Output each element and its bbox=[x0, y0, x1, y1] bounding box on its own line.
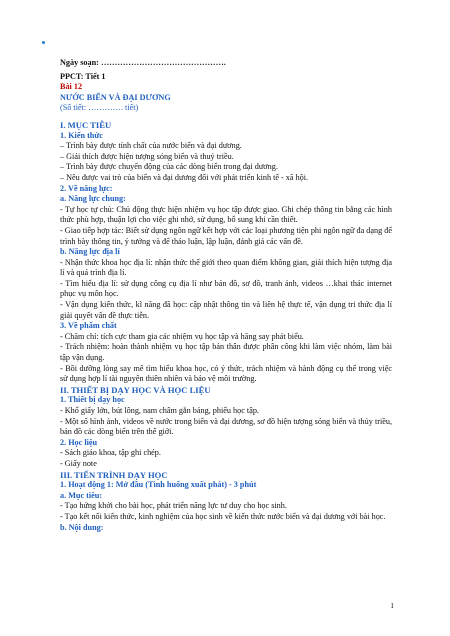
aim-item: - Tạo hứng khởi cho bài học, phát triển năng lực tư duy cho học sinh. bbox=[60, 501, 287, 511]
aim-item: - Tạo kết nối kiến thức, kinh nghiệm của học sinh về kiến thức nước biển và đại dương với bài học. bbox=[60, 511, 386, 521]
bullet-dot bbox=[42, 41, 45, 44]
geo-skill-item: - Vận dụng kiến thức, kĩ năng đã học: cập nhật thông tin và liên hệ thực tế, vận dụng tri thức địa lí giải quyết vấn đề thực tiễn. bbox=[60, 300, 392, 320]
document-content bbox=[60, 58, 392, 533]
equipment-item: - Một số hình ảnh, videos về nước trong biển và đại dương, sơ đồ hiện tượng sóng biển và thủy triều, bản đồ các dòng biển trên thế giới. bbox=[60, 416, 392, 437]
skills-heading: 2. Về năng lực: bbox=[60, 183, 113, 193]
quality-item: - Chăm chỉ: tích cực tham gia các nhiệm vụ học tập và hăng say phát biểu. bbox=[60, 331, 304, 341]
section-2-heading: II. THIẾT BỊ DẠY HỌC VÀ HỌC LIỆU bbox=[60, 384, 211, 395]
lesson-title: NƯỚC BIỂN VÀ ĐẠI DƯƠNG bbox=[60, 92, 171, 102]
knowledge-item: – Nêu được vai trò của biển và đại dương đối với phát triển kinh tế - xã hội. bbox=[60, 172, 309, 182]
lesson-number: Bài 12 bbox=[60, 82, 83, 92]
knowledge-heading: 1. Kiến thức bbox=[60, 130, 103, 140]
date-line: Ngày soạn: ………………………………………. bbox=[60, 58, 226, 67]
geo-skill-item: - Tìm hiểu địa lí: sử dụng công cụ địa lí như bản đồ, sơ đồ, tranh ảnh, videos …khai thác internet phục vụ môn học. bbox=[60, 278, 392, 299]
geo-skills-heading: b. Năng lực địa lí bbox=[60, 247, 120, 257]
material-item: - Giấy note bbox=[60, 458, 97, 468]
general-skills-heading: a. Năng lực chung: bbox=[60, 194, 126, 204]
ppct-line: PPCT: Tiết 1 bbox=[60, 71, 106, 81]
materials-heading: 2. Học liệu bbox=[60, 437, 98, 447]
general-skill-item: - Giao tiếp hợp tác: Biết sử dụng ngôn ngữ kết hợp với các loại phương tiện phi ngôn ngữ đa dạng để trình bày thông tin, ý tưởng và để thảo luận, lập luận, đánh giá các vấn đề. bbox=[60, 225, 392, 246]
geo-skill-item: - Nhận thức khoa học địa lí: nhận thức thế giới theo quan điểm không gian, giải thích hiện tượng địa lí và quá trình địa lí. bbox=[60, 257, 392, 278]
section-3-heading: III. TIẾN TRÌNH DẠY HỌC bbox=[60, 469, 168, 480]
periods-line: (Số tiết: …………. tiết) bbox=[60, 103, 139, 113]
general-skill-item: - Tự học tự chủ: Chủ động thực hiện nhiệm vụ học tập được giao. Ghi chép thông tin bằng các hình thức phù hợp, thuận lợi cho việc ghi nhớ, sử dụng, bổ sung khi cần thiết. bbox=[60, 204, 392, 225]
teacher-equipment-heading: 1. Thiết bị dạy học bbox=[60, 395, 125, 405]
section-1-heading: I. MỤC TIÊU bbox=[60, 119, 112, 130]
knowledge-item: – Trình bày được chuyển động của các dòng biển trong đại dương. bbox=[60, 162, 278, 172]
activity-1-heading: 1. Hoạt động 1: Mở đầu (Tình huống xuất phát) - 3 phút bbox=[60, 480, 257, 490]
quality-item: - Trách nhiệm: hoàn thành nhiệm vụ học tập bản thân được phân công khi làm việc nhóm, làm bài tập vận dụng. bbox=[60, 342, 392, 363]
quality-item: - Bồi dưỡng lòng say mê tìm hiểu khoa học, có ý thức, trách nhiệm và hành động cụ thể trong việc sử dụng hợp lí tài nguyên thiên nhiên và bảo vệ môi trường. bbox=[60, 363, 392, 384]
material-item: - Sách giáo khoa, tập ghi chép. bbox=[60, 448, 161, 458]
quality-heading: 3. Về phẩm chất bbox=[60, 321, 117, 331]
page-number: 1 bbox=[390, 601, 394, 610]
equipment-item: - Khổ giấy lớn, bút lông, nam châm gắn bảng, phiếu học tập. bbox=[60, 406, 259, 415]
content-heading: b. Nội dung: bbox=[60, 522, 104, 532]
knowledge-item: – Giải thích được hiện tượng sóng biển và thuỷ triều. bbox=[60, 151, 234, 161]
knowledge-item: – Trình bày được tính chất của nước biển và đại dương. bbox=[60, 141, 242, 151]
aim-heading: a. Mục tiêu: bbox=[60, 490, 103, 500]
